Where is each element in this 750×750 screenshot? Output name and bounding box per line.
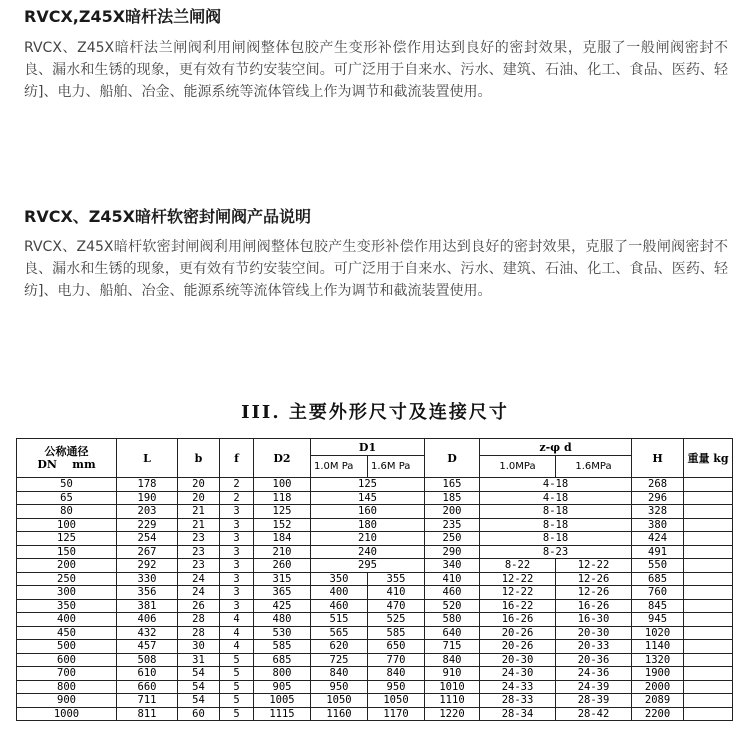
cell-L: 330 bbox=[117, 572, 178, 586]
cell-b: 23 bbox=[178, 545, 220, 559]
cell-b: 54 bbox=[178, 667, 220, 681]
cell-D1: 145 bbox=[311, 491, 425, 505]
cell-H: 1320 bbox=[632, 653, 684, 667]
cell-D: 200 bbox=[425, 505, 480, 519]
cell-zd-1.0MPa: 16-26 bbox=[480, 613, 556, 627]
cell-dn: 350 bbox=[17, 599, 117, 613]
cell-D: 250 bbox=[425, 532, 480, 546]
cell-weight bbox=[684, 572, 733, 586]
cell-b: 31 bbox=[178, 653, 220, 667]
cell-L: 356 bbox=[117, 586, 178, 600]
header-zd-1.0MPa: 1.0MPa bbox=[480, 456, 556, 478]
cell-zd-1.0MPa: 24-33 bbox=[480, 680, 556, 694]
cell-zd-1.6MPa: 12-22 bbox=[556, 559, 632, 573]
table-row bbox=[17, 559, 733, 573]
cell-H: 1140 bbox=[632, 640, 684, 654]
cell-D1: 180 bbox=[311, 518, 425, 532]
cell-zd-1.6MPa: 20-36 bbox=[556, 653, 632, 667]
cell-L: 432 bbox=[117, 626, 178, 640]
cell-b: 60 bbox=[178, 707, 220, 721]
cell-zd-1.6MPa: 12-26 bbox=[556, 572, 632, 586]
cell-D2: 315 bbox=[254, 572, 311, 586]
cell-L: 190 bbox=[117, 491, 178, 505]
cell-b: 24 bbox=[178, 572, 220, 586]
header-f: f bbox=[220, 439, 254, 478]
dimensions-table-body bbox=[17, 478, 733, 721]
cell-f: 5 bbox=[220, 653, 254, 667]
cell-weight bbox=[684, 559, 733, 573]
header-D1: D1 bbox=[311, 439, 425, 456]
cell-dn: 250 bbox=[17, 572, 117, 586]
cell-zd-1.0MPa: 12-22 bbox=[480, 572, 556, 586]
cell-weight bbox=[684, 626, 733, 640]
cell-D: 580 bbox=[425, 613, 480, 627]
cell-D2: 210 bbox=[254, 545, 311, 559]
cell-f: 3 bbox=[220, 586, 254, 600]
cell-dn: 150 bbox=[17, 545, 117, 559]
cell-zd-1.0MPa: 12-22 bbox=[480, 586, 556, 600]
cell-f: 5 bbox=[220, 680, 254, 694]
cell-L: 292 bbox=[117, 559, 178, 573]
cell-f: 3 bbox=[220, 599, 254, 613]
cell-D1-1.0MPa: 620 bbox=[311, 640, 368, 654]
cell-b: 23 bbox=[178, 559, 220, 573]
cell-zd-1.6MPa: 20-33 bbox=[556, 640, 632, 654]
cell-b: 20 bbox=[178, 478, 220, 492]
cell-weight bbox=[684, 505, 733, 519]
cell-dn: 700 bbox=[17, 667, 117, 681]
cell-L: 406 bbox=[117, 613, 178, 627]
cell-H: 945 bbox=[632, 613, 684, 627]
header-D: D bbox=[425, 439, 480, 478]
table-row bbox=[17, 545, 733, 559]
table-row bbox=[17, 707, 733, 721]
cell-b: 21 bbox=[178, 505, 220, 519]
table-row bbox=[17, 613, 733, 627]
section2-title: RVCX、Z45X暗杆软密封闸阀产品说明 bbox=[24, 207, 311, 226]
cell-D: 910 bbox=[425, 667, 480, 681]
cell-H: 268 bbox=[632, 478, 684, 492]
cell-D: 410 bbox=[425, 572, 480, 586]
cell-D2: 260 bbox=[254, 559, 311, 573]
cell-f: 3 bbox=[220, 559, 254, 573]
table-row bbox=[17, 478, 733, 492]
cell-weight bbox=[684, 599, 733, 613]
header-D1-1.0MPa: 1.0M Pa bbox=[311, 456, 368, 478]
cell-D1-1.0MPa: 950 bbox=[311, 680, 368, 694]
cell-D2: 1005 bbox=[254, 694, 311, 708]
cell-D1-1.6MPa: 840 bbox=[368, 667, 425, 681]
cell-zd: 4-18 bbox=[480, 478, 632, 492]
cell-D: 1110 bbox=[425, 694, 480, 708]
header-zd-1.6MPa: 1.6MPa bbox=[556, 456, 632, 478]
cell-f: 4 bbox=[220, 613, 254, 627]
cell-dn: 80 bbox=[17, 505, 117, 519]
cell-D1-1.6MPa: 585 bbox=[368, 626, 425, 640]
cell-D2: 125 bbox=[254, 505, 311, 519]
cell-L: 229 bbox=[117, 518, 178, 532]
cell-dn: 65 bbox=[17, 491, 117, 505]
table-row bbox=[17, 680, 733, 694]
cell-L: 178 bbox=[117, 478, 178, 492]
cell-D1-1.6MPa: 1050 bbox=[368, 694, 425, 708]
cell-dn: 500 bbox=[17, 640, 117, 654]
cell-f: 3 bbox=[220, 545, 254, 559]
cell-D1-1.6MPa: 1170 bbox=[368, 707, 425, 721]
cell-D1: 240 bbox=[311, 545, 425, 559]
cell-zd-1.6MPa: 28-39 bbox=[556, 694, 632, 708]
cell-D2: 480 bbox=[254, 613, 311, 627]
cell-H: 550 bbox=[632, 559, 684, 573]
cell-D1-1.6MPa: 525 bbox=[368, 613, 425, 627]
table-row bbox=[17, 599, 733, 613]
cell-zd: 8-18 bbox=[480, 505, 632, 519]
cell-f: 5 bbox=[220, 667, 254, 681]
cell-H: 2000 bbox=[632, 680, 684, 694]
cell-f: 2 bbox=[220, 478, 254, 492]
cell-zd: 8-18 bbox=[480, 518, 632, 532]
cell-D1: 295 bbox=[311, 559, 425, 573]
cell-L: 508 bbox=[117, 653, 178, 667]
cell-H: 424 bbox=[632, 532, 684, 546]
cell-D2: 365 bbox=[254, 586, 311, 600]
cell-f: 2 bbox=[220, 491, 254, 505]
cell-D1-1.0MPa: 840 bbox=[311, 667, 368, 681]
cell-b: 28 bbox=[178, 626, 220, 640]
cell-D1-1.0MPa: 725 bbox=[311, 653, 368, 667]
cell-f: 3 bbox=[220, 532, 254, 546]
cell-L: 254 bbox=[117, 532, 178, 546]
table-row bbox=[17, 532, 733, 546]
cell-weight bbox=[684, 680, 733, 694]
cell-L: 267 bbox=[117, 545, 178, 559]
cell-D2: 685 bbox=[254, 653, 311, 667]
cell-zd: 8-18 bbox=[480, 532, 632, 546]
cell-D: 290 bbox=[425, 545, 480, 559]
table-row bbox=[17, 586, 733, 600]
cell-zd-1.0MPa: 24-30 bbox=[480, 667, 556, 681]
cell-L: 610 bbox=[117, 667, 178, 681]
header-dn bbox=[17, 439, 117, 478]
cell-D1-1.6MPa: 355 bbox=[368, 572, 425, 586]
cell-D: 640 bbox=[425, 626, 480, 640]
cell-dn: 400 bbox=[17, 613, 117, 627]
cell-b: 24 bbox=[178, 586, 220, 600]
cell-b: 30 bbox=[178, 640, 220, 654]
header-b: b bbox=[178, 439, 220, 478]
cell-H: 845 bbox=[632, 599, 684, 613]
dimensions-table bbox=[16, 438, 733, 721]
table-row bbox=[17, 667, 733, 681]
cell-D1-1.6MPa: 950 bbox=[368, 680, 425, 694]
cell-zd-1.0MPa: 8-22 bbox=[480, 559, 556, 573]
table-row bbox=[17, 626, 733, 640]
cell-zd-1.6MPa: 20-30 bbox=[556, 626, 632, 640]
cell-D1-1.0MPa: 515 bbox=[311, 613, 368, 627]
header-dn-label: 公称通径 bbox=[44, 445, 89, 458]
cell-dn: 50 bbox=[17, 478, 117, 492]
cell-zd-1.6MPa: 16-30 bbox=[556, 613, 632, 627]
cell-D2: 118 bbox=[254, 491, 311, 505]
cell-L: 457 bbox=[117, 640, 178, 654]
cell-f: 5 bbox=[220, 707, 254, 721]
cell-D2: 530 bbox=[254, 626, 311, 640]
cell-weight bbox=[684, 586, 733, 600]
table-title: III. 主要外形尺寸及连接尺寸 bbox=[241, 402, 509, 423]
cell-zd-1.0MPa: 16-22 bbox=[480, 599, 556, 613]
cell-H: 296 bbox=[632, 491, 684, 505]
cell-dn: 600 bbox=[17, 653, 117, 667]
cell-b: 54 bbox=[178, 694, 220, 708]
cell-D2: 905 bbox=[254, 680, 311, 694]
header-weight: 重量 kg bbox=[684, 439, 733, 478]
table-row bbox=[17, 518, 733, 532]
header-D2: D2 bbox=[254, 439, 311, 478]
cell-H: 2200 bbox=[632, 707, 684, 721]
section1-title: RVCX,Z45X暗杆法兰闸阀 bbox=[24, 7, 222, 26]
cell-weight bbox=[684, 653, 733, 667]
cell-L: 711 bbox=[117, 694, 178, 708]
cell-D: 235 bbox=[425, 518, 480, 532]
cell-zd-1.6MPa: 24-36 bbox=[556, 667, 632, 681]
header-L: L bbox=[117, 439, 178, 478]
cell-D: 165 bbox=[425, 478, 480, 492]
cell-D2: 184 bbox=[254, 532, 311, 546]
table-row bbox=[17, 491, 733, 505]
cell-D2: 800 bbox=[254, 667, 311, 681]
cell-weight bbox=[684, 694, 733, 708]
cell-zd-1.0MPa: 20-26 bbox=[480, 640, 556, 654]
cell-D1: 125 bbox=[311, 478, 425, 492]
table-row bbox=[17, 572, 733, 586]
cell-D1-1.6MPa: 650 bbox=[368, 640, 425, 654]
cell-f: 4 bbox=[220, 626, 254, 640]
section2-description: RVCX、Z45X暗杆软密封闸阀利用闸阀整体包胶产生变形补偿作用达到良好的密封效果，克服了一般闸阀密封不良、漏水和生锈的现象，更有效有节约安装空间。可广泛用于自来水、污水、建筑、石油、化工、食品、医药、轻纺]、电力、船舶、冶金、能源系统等流体管线上作为调节和截流装置使用。 bbox=[24, 239, 728, 299]
cell-D1-1.6MPa: 410 bbox=[368, 586, 425, 600]
cell-D1-1.0MPa: 400 bbox=[311, 586, 368, 600]
cell-dn: 200 bbox=[17, 559, 117, 573]
cell-H: 685 bbox=[632, 572, 684, 586]
cell-D1-1.6MPa: 470 bbox=[368, 599, 425, 613]
table-row bbox=[17, 505, 733, 519]
cell-D1: 210 bbox=[311, 532, 425, 546]
cell-D: 840 bbox=[425, 653, 480, 667]
cell-zd: 8-23 bbox=[480, 545, 632, 559]
cell-D2: 425 bbox=[254, 599, 311, 613]
cell-L: 811 bbox=[117, 707, 178, 721]
cell-weight bbox=[684, 491, 733, 505]
cell-D: 1010 bbox=[425, 680, 480, 694]
cell-zd-1.0MPa: 20-26 bbox=[480, 626, 556, 640]
cell-D1-1.0MPa: 350 bbox=[311, 572, 368, 586]
cell-weight bbox=[684, 613, 733, 627]
cell-H: 380 bbox=[632, 518, 684, 532]
cell-b: 54 bbox=[178, 680, 220, 694]
cell-D: 715 bbox=[425, 640, 480, 654]
cell-H: 1900 bbox=[632, 667, 684, 681]
cell-D1-1.0MPa: 1160 bbox=[311, 707, 368, 721]
cell-H: 1020 bbox=[632, 626, 684, 640]
cell-D1-1.0MPa: 1050 bbox=[311, 694, 368, 708]
cell-zd-1.0MPa: 28-33 bbox=[480, 694, 556, 708]
cell-b: 28 bbox=[178, 613, 220, 627]
cell-L: 381 bbox=[117, 599, 178, 613]
cell-zd-1.6MPa: 24-39 bbox=[556, 680, 632, 694]
cell-D1-1.6MPa: 770 bbox=[368, 653, 425, 667]
cell-zd-1.0MPa: 20-30 bbox=[480, 653, 556, 667]
cell-D2: 1115 bbox=[254, 707, 311, 721]
cell-dn: 100 bbox=[17, 518, 117, 532]
cell-D: 185 bbox=[425, 491, 480, 505]
cell-H: 328 bbox=[632, 505, 684, 519]
header-zd: z-φ d bbox=[480, 439, 632, 456]
cell-b: 21 bbox=[178, 518, 220, 532]
cell-dn: 125 bbox=[17, 532, 117, 546]
cell-zd: 4-18 bbox=[480, 491, 632, 505]
cell-H: 2089 bbox=[632, 694, 684, 708]
cell-D: 520 bbox=[425, 599, 480, 613]
cell-weight bbox=[684, 532, 733, 546]
cell-D: 340 bbox=[425, 559, 480, 573]
cell-f: 5 bbox=[220, 694, 254, 708]
table-row bbox=[17, 653, 733, 667]
cell-weight bbox=[684, 640, 733, 654]
cell-D2: 585 bbox=[254, 640, 311, 654]
table-row bbox=[17, 640, 733, 654]
cell-weight bbox=[684, 478, 733, 492]
cell-D1-1.0MPa: 565 bbox=[311, 626, 368, 640]
table-row bbox=[17, 694, 733, 708]
cell-L: 660 bbox=[117, 680, 178, 694]
cell-zd-1.0MPa: 28-34 bbox=[480, 707, 556, 721]
cell-H: 491 bbox=[632, 545, 684, 559]
cell-D: 1220 bbox=[425, 707, 480, 721]
section1-description: RVCX、Z45X暗杆法兰闸阀利用闸阀整体包胶产生变形补偿作用达到良好的密封效果，克服了一般闸阀密封不良、漏水和生锈的现象，更有效有节约安装空间。可广泛用于自来水、污水、建筑、石油、化工、食品、医药、轻纺]、电力、船舶、冶金、能源系统等流体管线上作为调节和截流装置使用。 bbox=[24, 40, 728, 100]
cell-weight bbox=[684, 545, 733, 559]
cell-zd-1.6MPa: 16-26 bbox=[556, 599, 632, 613]
header-dn-unit: DN mm bbox=[37, 458, 96, 471]
cell-weight bbox=[684, 707, 733, 721]
header-H: H bbox=[632, 439, 684, 478]
cell-b: 20 bbox=[178, 491, 220, 505]
cell-D1-1.0MPa: 460 bbox=[311, 599, 368, 613]
cell-zd-1.6MPa: 12-26 bbox=[556, 586, 632, 600]
cell-dn: 900 bbox=[17, 694, 117, 708]
cell-b: 26 bbox=[178, 599, 220, 613]
cell-weight bbox=[684, 518, 733, 532]
cell-D2: 152 bbox=[254, 518, 311, 532]
cell-L: 203 bbox=[117, 505, 178, 519]
cell-weight bbox=[684, 667, 733, 681]
cell-D2: 100 bbox=[254, 478, 311, 492]
cell-dn: 450 bbox=[17, 626, 117, 640]
cell-f: 3 bbox=[220, 572, 254, 586]
cell-f: 4 bbox=[220, 640, 254, 654]
cell-dn: 800 bbox=[17, 680, 117, 694]
cell-b: 23 bbox=[178, 532, 220, 546]
cell-dn: 1000 bbox=[17, 707, 117, 721]
cell-f: 3 bbox=[220, 518, 254, 532]
cell-f: 3 bbox=[220, 505, 254, 519]
header-D1-1.6MPa: 1.6M Pa bbox=[368, 456, 425, 478]
cell-H: 760 bbox=[632, 586, 684, 600]
cell-dn: 300 bbox=[17, 586, 117, 600]
cell-zd-1.6MPa: 28-42 bbox=[556, 707, 632, 721]
cell-D: 460 bbox=[425, 586, 480, 600]
cell-D1: 160 bbox=[311, 505, 425, 519]
